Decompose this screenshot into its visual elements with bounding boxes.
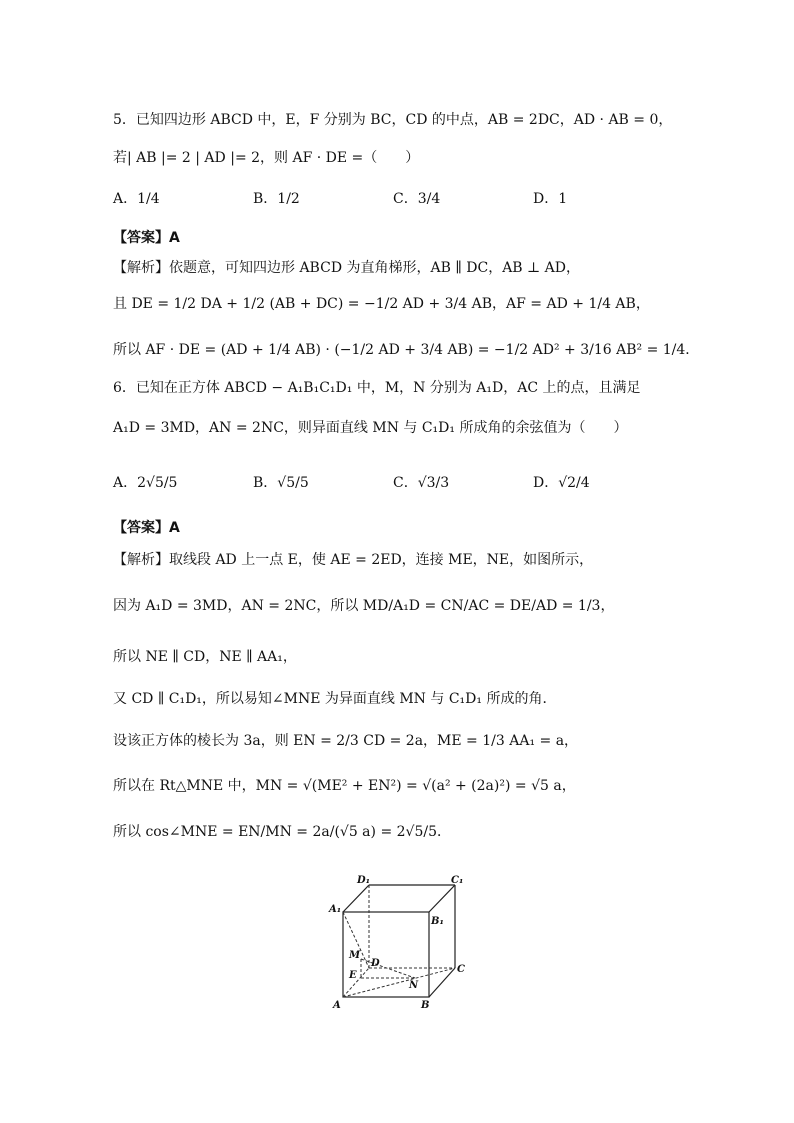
q5-option-c: [393, 188, 440, 208]
q5-option-c-text: C．3/4: [393, 191, 441, 207]
label-m: M: [349, 950, 361, 961]
label-b: B: [421, 1000, 430, 1011]
q5-option-a-text: A．1/4: [113, 191, 160, 207]
q5-option-b: [253, 188, 300, 208]
q6-analysis-line5: 设该正方体的棱长为 3a，则 EN = 2/3 CD = 2a，ME = 1/3 AA₁ = a，: [113, 733, 579, 749]
edge-bc: [429, 968, 455, 997]
q6-stem-line1: 6．已知在正方体 ABCD − A₁B₁C₁D₁ 中，M，N 分别为 A₁D，AC 上的点，且满足: [113, 380, 641, 396]
q6-option-b: [253, 472, 309, 492]
label-n: N: [409, 980, 419, 991]
edge-a1d1: [343, 885, 369, 912]
label-c: C: [457, 964, 465, 975]
q5-option-b-text: B．1/2: [253, 191, 300, 207]
q5-analysis-line3: 所以 AF · DE = (AD + 1/4 AB) · (−1/2 AD + 3/4 AB) = −1/2 AD² + 3/16 AB² = 1/4．: [113, 342, 700, 358]
edge-b1c1: [429, 885, 455, 912]
q5-stem-line1: [113, 110, 672, 130]
q6-option-a-text: A．2√5/5: [113, 475, 178, 491]
q6-answer: 【答案】A: [113, 520, 180, 536]
q6-option-d-text: D．√2/4: [533, 475, 590, 491]
q6-analysis-line4: 又 CD ∥ C₁D₁，所以易知∠MNE 为异面直线 MN 与 C₁D₁ 所成的角．: [113, 691, 557, 707]
q6-analysis-line3: 所以 NE ∥ CD，NE ∥ AA₁，: [113, 649, 297, 665]
q6-option-d: [533, 472, 590, 492]
cube-figure: [327, 872, 472, 1012]
q6-analysis-line7: 所以 cos∠MNE = EN/MN = 2a/(√5 a) = 2√5/5．: [113, 824, 451, 840]
label-a1: A₁: [329, 904, 342, 915]
q5-stem-text-1: 5．已知四边形 ABCD 中，E，F 分别为 BC，CD 的中点，AB = 2DC，AD · AB = 0，: [113, 112, 673, 128]
label-d: D: [371, 958, 380, 969]
label-b1: B₁: [431, 916, 444, 927]
q5-stem-line2: [113, 148, 419, 168]
q6-analysis-line1: 【解析】取线段 AD 上一点 E，使 AE = 2ED，连接 ME，NE，如图所示，: [113, 552, 594, 568]
q5-analysis-line1: 【解析】依题意，可知四边形 ABCD 为直角梯形，AB ∥ DC，AB ⊥ AD，: [113, 260, 580, 276]
q5-analysis-line2: 且 DE = 1/2 DA + 1/2 (AB + DC) = −1/2 AD + 3/4 AB，AF = AD + 1/4 AB，: [113, 296, 650, 312]
q6-analysis-line6: 所以在 Rt△MNE 中，MN = √(ME² + EN²) = √(a² + (2a)²) = √5 a，: [113, 778, 576, 794]
q5-stem-text-2: 若| AB |= 2 | AD |= 2，则 AF · DE =（ ）: [113, 150, 420, 166]
q6-option-c: [393, 472, 449, 492]
label-c1: C₁: [451, 875, 464, 886]
q6-option-b-text: B．√5/5: [253, 475, 309, 491]
q5-option-d: [533, 188, 567, 208]
q5-option-d-text: D．1: [533, 191, 568, 207]
q6-option-a: [113, 472, 177, 492]
label-e: E: [349, 970, 357, 981]
q6-stem-line2: A₁D = 3MD，AN = 2NC，则异面直线 MN 与 C₁D₁ 所成角的余弦值为（ ）: [113, 420, 628, 436]
q6-option-c-text: C．√3/3: [393, 475, 450, 491]
label-a: A: [333, 1000, 341, 1011]
q5-answer: 【答案】A: [113, 230, 180, 246]
label-d1: D₁: [357, 875, 371, 886]
q6-analysis-line2: 因为 A₁D = 3MD，AN = 2NC，所以 MD/A₁D = CN/AC = DE/AD = 1/3，: [113, 598, 615, 614]
q5-option-a: [113, 188, 160, 208]
